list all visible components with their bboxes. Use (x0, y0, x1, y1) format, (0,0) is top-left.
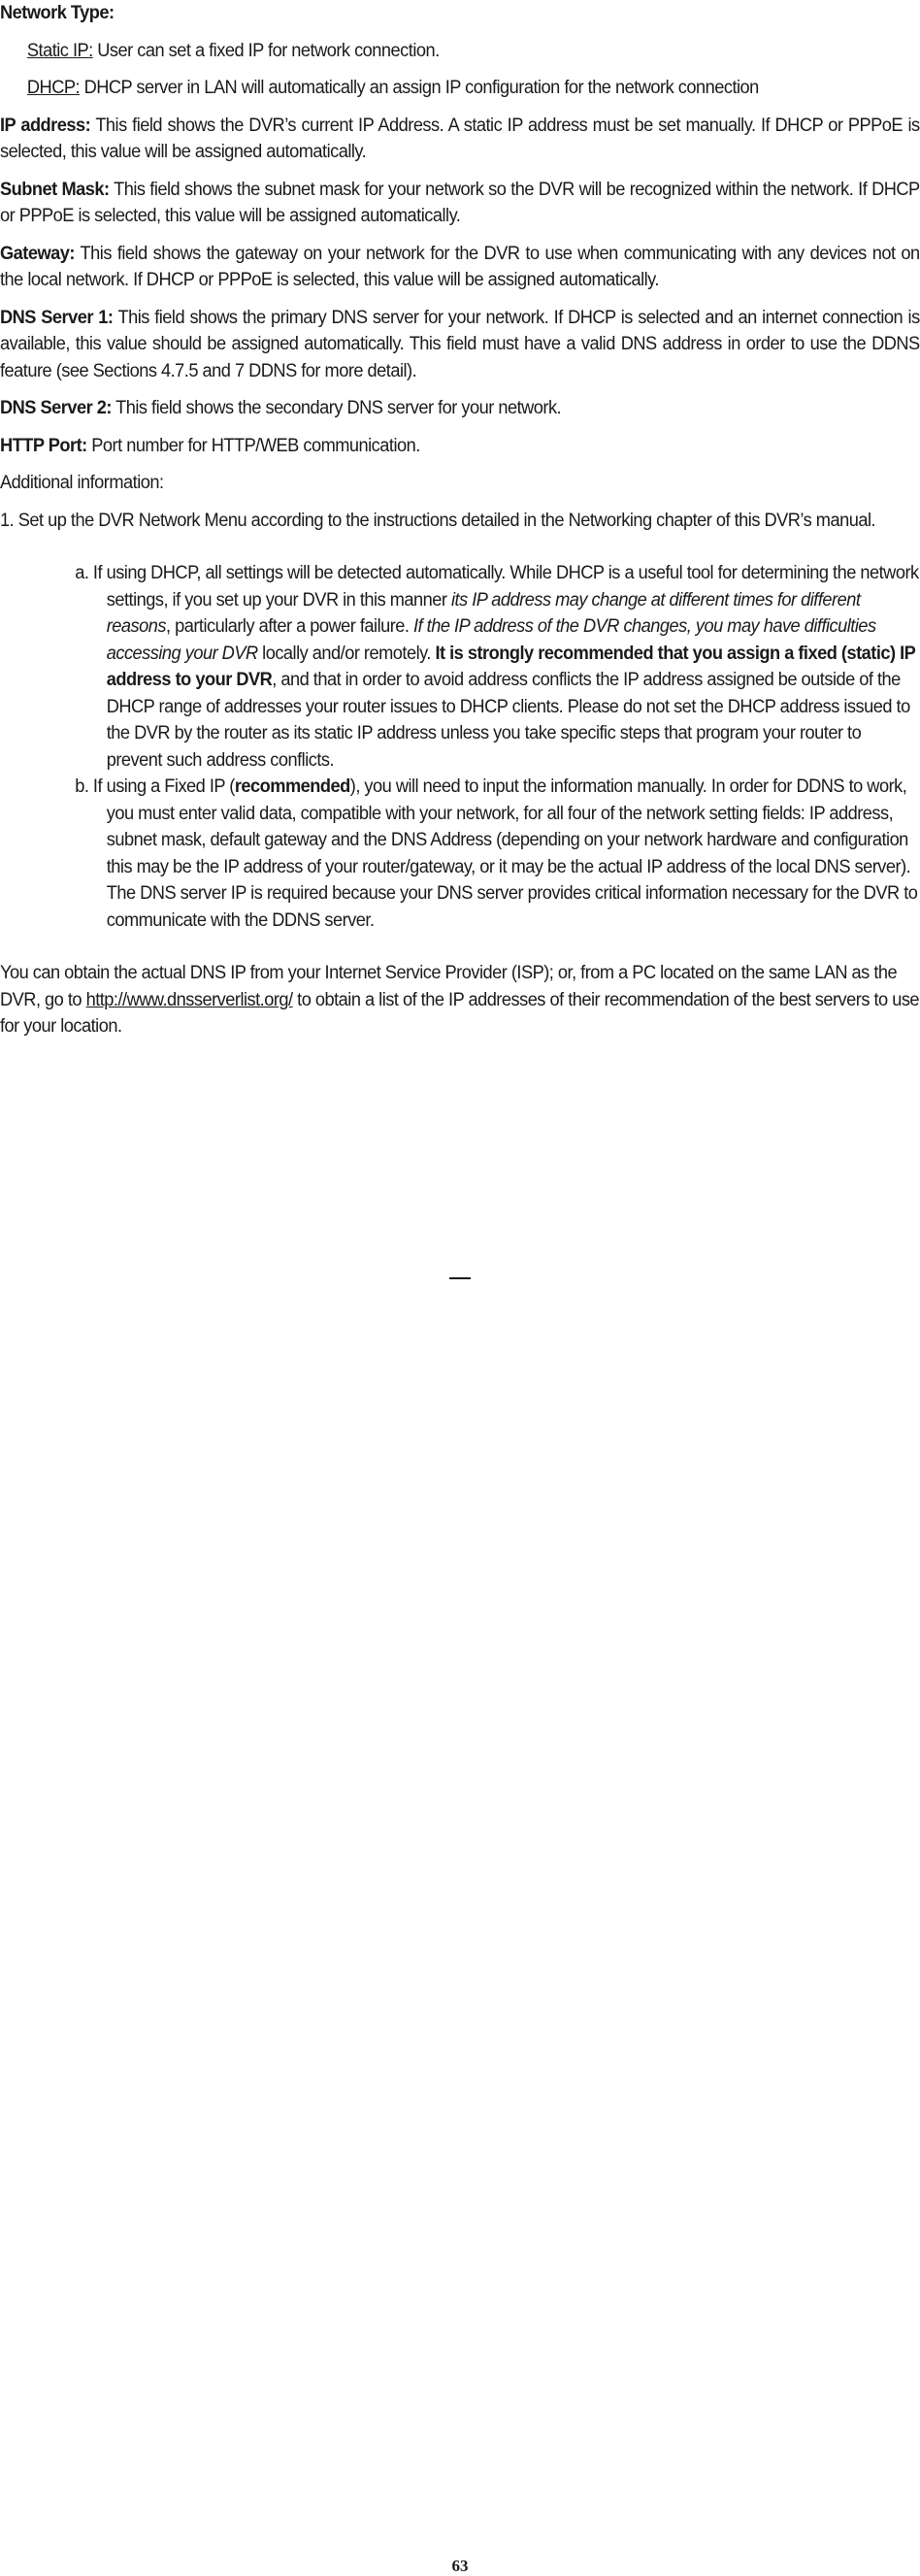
dhcp-label: DHCP: (26, 77, 81, 98)
item-a-bold-recommendation: It is strongly recommended that you assign a fixed (static) IP address to your DVR (106, 642, 915, 690)
item-a-italic-2: If the IP address of the DVR changes, you may have difficulties accessing your DVR (106, 615, 876, 664)
subnet-mask-text: This field shows the subnet mask for your network so the DVR will be recognized within the network. If DHCP or PPPoE is selected, this value will be assigned automatically. (0, 178, 920, 226)
dns-server-list-link[interactable]: http://www.dnsserverlist.org/ (85, 988, 293, 1010)
http-port-label: HTTP Port: (0, 434, 87, 456)
ip-address-text: This field shows the DVR’s current IP Address. A static IP address must be set manually. If DHCP or PPPoE is selected, this value will be assigned automatically. (0, 114, 920, 162)
gateway-paragraph (0, 241, 920, 294)
subnet-mask-paragraph (0, 177, 920, 230)
ip-address-paragraph (0, 113, 920, 166)
dns-server-2-label: DNS Server 2: (0, 397, 112, 418)
additional-item-b: b. If using a Fixed IP (recommended), you will need to input the information manually. In order for DDNS to work, you must enter valid data, compatible with your network, for all four of the network setting fields: IP address, subnet mask, default gateway and the DNS Address (depending on your network hardware and configuration this may be the IP address of your router/gateway, or it may be the actual IP address of the local DNS server). (75, 776, 911, 877)
footer-rule (449, 1277, 471, 1279)
static-ip-text: User can set a fixed IP for network connection. (92, 39, 440, 61)
dns-server-2-paragraph (0, 395, 920, 422)
closing-paragraph: You can obtain the actual DNS IP from your Internet Service Provider (ISP); or, from a PC located on the same LAN as the DVR, go to http://www.dnsserverlist.org/ to obtain a list of the IP addresses of their recommendation of the best servers to use for your location. (0, 962, 920, 1037)
static-ip-label: Static IP: (26, 39, 93, 61)
dns-server-1-label: DNS Server 1: (0, 306, 114, 328)
gateway-label: Gateway: (0, 242, 75, 264)
additional-item-1: 1. Set up the DVR Network Menu according to the instructions detailed in the Networking chapter of this DVR’s manual. (0, 509, 876, 531)
page-content (0, 0, 920, 1040)
dhcp-text: DHCP server in LAN will automatically an assign IP configuration for the network connection (80, 77, 759, 98)
item-a-italic-1: its IP address may change at different times for different reasons (106, 588, 861, 637)
additional-item-a: a. If using DHCP, all settings will be detected automatically. While DHCP is a useful tool for determining the network settings, if you set up your DVR in this manner its IP address may change at different times for different reasons, particularly after a power failure. If the IP address of the DVR changes, you may have difficulties accessing your DVR locally and/or remotely. It is strongly recommended that you assign a fixed (static) IP address to your DVR, and that in order to avoid address conflicts the IP address assigned be outside of the DHCP range of addresses your router issues to DHCP clients. Please do not set the DHCP address issued to the DVR by the router as its static IP address unless you take specific steps that program your router to prevent such address conflicts. (75, 562, 919, 771)
http-port-paragraph (0, 433, 920, 460)
network-type-heading: Network Type: (0, 2, 115, 23)
subnet-mask-label: Subnet Mask: (0, 178, 110, 200)
item-b-bold-recommended: recommended (234, 776, 350, 797)
http-port-text: Port number for HTTP/WEB communication. (86, 434, 420, 456)
dns-server-2-text: This field shows the secondary DNS server for your network. (111, 397, 562, 418)
dns-server-1-text: This field shows the primary DNS server for your network. If DHCP is selected and an internet connection is available, this value should be assigned automatically. This field must have a valid DNS address in order to use the DDNS feature (see Sections 4.7.5 and 7 DDNS for more detail). (0, 306, 920, 381)
additional-info-heading: Additional information: (0, 472, 164, 493)
dns-server-1-paragraph (0, 305, 920, 385)
dhcp-line (0, 75, 920, 102)
gateway-text: This field shows the gateway on your network for the DVR to use when communicating with any devices not on the local network. If DHCP or PPPoE is selected, this value will be assigned automatically. (0, 242, 920, 290)
additional-item-b-continuation: The DNS server IP is required because your DNS server provides critical information necessary for the DVR to communicate with the DDNS server. (106, 882, 918, 931)
static-ip-line (0, 38, 920, 65)
page-number: 63 (451, 2557, 469, 2575)
ip-address-label: IP address: (0, 114, 91, 136)
